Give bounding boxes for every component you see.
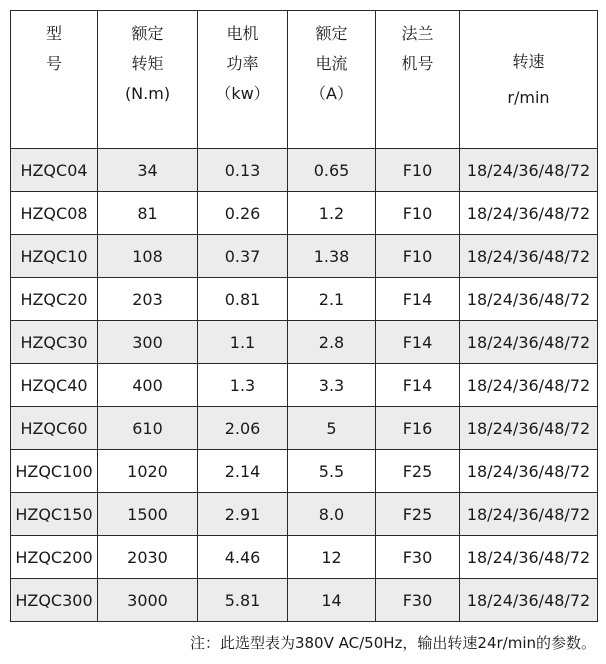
- cell-power: 4.46: [198, 536, 288, 579]
- cell-flange: F14: [376, 364, 460, 407]
- cell-model: HZQC20: [11, 278, 98, 321]
- header-rated-torque: 额定 转矩 (N.m): [98, 11, 198, 149]
- cell-power: 0.13: [198, 149, 288, 192]
- cell-flange: F14: [376, 321, 460, 364]
- cell-current: 5: [288, 407, 376, 450]
- cell-model: HZQC04: [11, 149, 98, 192]
- cell-speed: 18/24/36/48/72: [460, 364, 598, 407]
- cell-torque: 1500: [98, 493, 198, 536]
- table-row: [11, 407, 598, 450]
- cell-flange: F16: [376, 407, 460, 450]
- table-row: [11, 579, 598, 622]
- cell-flange: F25: [376, 493, 460, 536]
- cell-torque: 1020: [98, 450, 198, 493]
- cell-model: HZQC10: [11, 235, 98, 278]
- table-row: [11, 493, 598, 536]
- cell-flange: F30: [376, 579, 460, 622]
- header-speed: 转速 r/min: [460, 11, 598, 149]
- cell-model: HZQC30: [11, 321, 98, 364]
- cell-current: 0.65: [288, 149, 376, 192]
- cell-torque: 610: [98, 407, 198, 450]
- cell-current: 1.2: [288, 192, 376, 235]
- cell-power: 1.3: [198, 364, 288, 407]
- cell-speed: 18/24/36/48/72: [460, 321, 598, 364]
- cell-flange: F14: [376, 278, 460, 321]
- cell-current: 3.3: [288, 364, 376, 407]
- footnote: 注：此选型表为380V AC/50Hz，输出转速24r/min的参数。: [189, 634, 596, 652]
- cell-flange: F10: [376, 235, 460, 278]
- cell-model: HZQC100: [11, 450, 98, 493]
- cell-power: 0.37: [198, 235, 288, 278]
- cell-flange: F10: [376, 149, 460, 192]
- cell-speed: 18/24/36/48/72: [460, 450, 598, 493]
- cell-torque: 34: [98, 149, 198, 192]
- cell-current: 5.5: [288, 450, 376, 493]
- cell-speed: 18/24/36/48/72: [460, 493, 598, 536]
- cell-current: 2.1: [288, 278, 376, 321]
- cell-current: 1.38: [288, 235, 376, 278]
- cell-model: HZQC150: [11, 493, 98, 536]
- table-row: [11, 536, 598, 579]
- table-row: [11, 235, 598, 278]
- cell-speed: 18/24/36/48/72: [460, 536, 598, 579]
- cell-torque: 400: [98, 364, 198, 407]
- cell-power: 2.91: [198, 493, 288, 536]
- cell-speed: 18/24/36/48/72: [460, 407, 598, 450]
- cell-current: 8.0: [288, 493, 376, 536]
- cell-model: HZQC08: [11, 192, 98, 235]
- spec-table: [10, 10, 598, 622]
- cell-power: 2.14: [198, 450, 288, 493]
- table-row: [11, 278, 598, 321]
- cell-model: HZQC40: [11, 364, 98, 407]
- cell-torque: 203: [98, 278, 198, 321]
- cell-flange: F25: [376, 450, 460, 493]
- cell-speed: 18/24/36/48/72: [460, 579, 598, 622]
- cell-speed: 18/24/36/48/72: [460, 149, 598, 192]
- table-row: [11, 149, 598, 192]
- cell-power: 0.81: [198, 278, 288, 321]
- cell-model: HZQC200: [11, 536, 98, 579]
- table-row: [11, 321, 598, 364]
- header-motor-power: 电机 功率 （kw）: [198, 11, 288, 149]
- cell-current: 2.8: [288, 321, 376, 364]
- cell-torque: 81: [98, 192, 198, 235]
- header-flange: 法兰 机号: [376, 11, 460, 149]
- cell-speed: 18/24/36/48/72: [460, 192, 598, 235]
- cell-torque: 2030: [98, 536, 198, 579]
- header-model: 型 号: [11, 11, 98, 149]
- cell-power: 2.06: [198, 407, 288, 450]
- cell-model: HZQC300: [11, 579, 98, 622]
- cell-current: 14: [288, 579, 376, 622]
- cell-torque: 300: [98, 321, 198, 364]
- table-body: [11, 149, 598, 622]
- cell-speed: 18/24/36/48/72: [460, 278, 598, 321]
- cell-torque: 3000: [98, 579, 198, 622]
- cell-model: HZQC60: [11, 407, 98, 450]
- header-row: [11, 11, 598, 149]
- cell-flange: F10: [376, 192, 460, 235]
- table-row: [11, 192, 598, 235]
- table-row: [11, 450, 598, 493]
- cell-power: 5.81: [198, 579, 288, 622]
- header-rated-current: 额定 电流 （A）: [288, 11, 376, 149]
- cell-power: 1.1: [198, 321, 288, 364]
- cell-torque: 108: [98, 235, 198, 278]
- table-row: [11, 364, 598, 407]
- cell-speed: 18/24/36/48/72: [460, 235, 598, 278]
- cell-flange: F30: [376, 536, 460, 579]
- cell-current: 12: [288, 536, 376, 579]
- cell-power: 0.26: [198, 192, 288, 235]
